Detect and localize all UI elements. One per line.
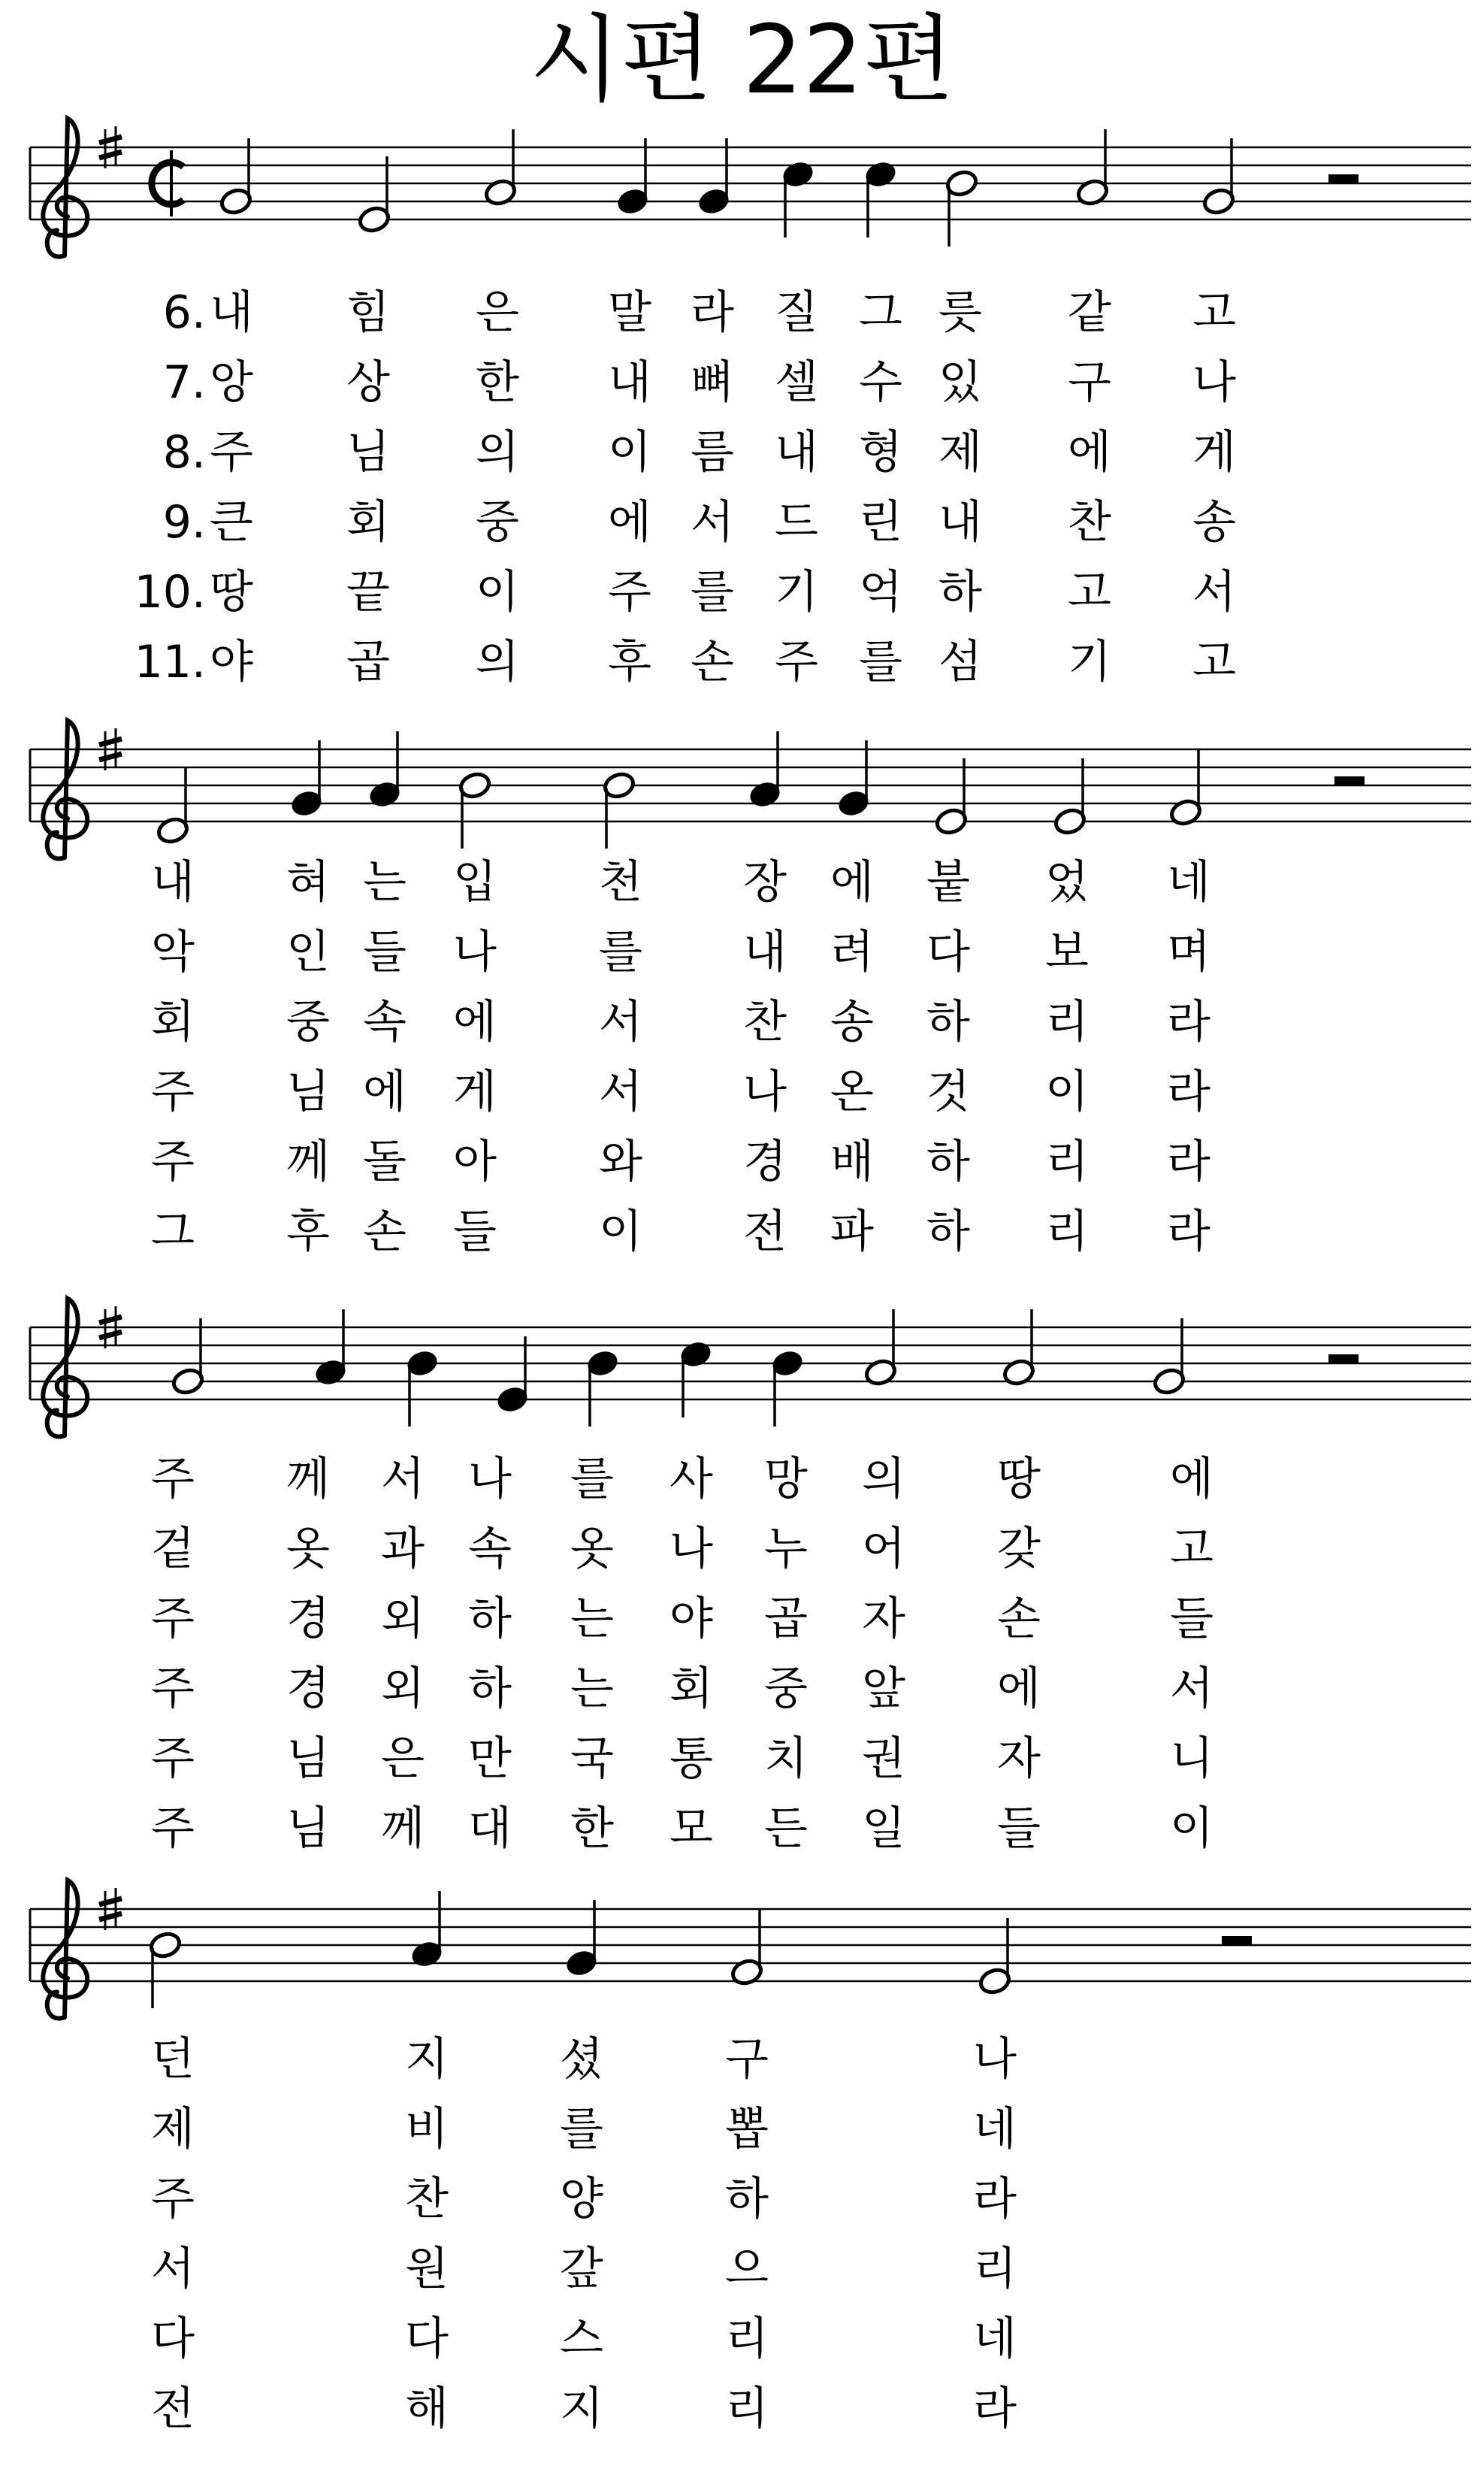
lyric-syllable: 겉	[151, 1523, 195, 1575]
staff-lines	[30, 749, 1471, 821]
lyric-syllable: 비	[405, 2103, 449, 2156]
lyric-syllable: 회	[151, 996, 195, 1048]
staff-system	[30, 721, 1471, 1258]
lyric-syllable: 그	[859, 286, 902, 339]
lyric-line	[151, 2103, 1017, 2156]
lyric-syllable: 내	[775, 426, 818, 479]
lyric-line	[163, 426, 1236, 479]
quarter-note	[289, 740, 323, 818]
lyric-syllable: 경	[286, 1593, 330, 1645]
lyric-syllable: 하	[926, 996, 970, 1048]
lyric-syllable: 보	[1045, 926, 1089, 979]
lyric-syllable: 것	[926, 1066, 970, 1118]
lyric-syllable: 를	[859, 636, 902, 688]
lyric-syllable: 라	[1167, 1206, 1210, 1258]
lyric-syllable: 어	[862, 1523, 905, 1575]
lyric-syllable: 제	[151, 2103, 195, 2156]
lyric-syllable: 나	[973, 2033, 1017, 2086]
lyric-syllable: 서	[1170, 1663, 1213, 1715]
lyric-syllable: 주	[151, 1732, 195, 1785]
lyric-syllable: 라	[1167, 1136, 1210, 1188]
lyric-syllable: 서	[691, 496, 734, 549]
lyric-line	[151, 2033, 1017, 2086]
lyric-syllable: 기	[775, 566, 818, 619]
lyric-syllable: 께	[286, 1453, 330, 1505]
treble-clef-icon	[43, 1880, 87, 2019]
lyric-syllable: 린	[859, 496, 902, 549]
lyric-syllable: 고	[1170, 1523, 1213, 1575]
verse-number: 9.	[162, 496, 206, 549]
lyric-syllable: 리	[973, 2243, 1017, 2295]
half-note	[156, 767, 189, 846]
half-note	[945, 168, 978, 247]
lyric-syllable: 구	[1068, 356, 1111, 409]
lyric-syllable: 다	[405, 2313, 449, 2365]
lyric-syllable: 해	[405, 2383, 449, 2435]
lyric-syllable: 주	[151, 1136, 195, 1188]
lyric-syllable: 이	[599, 1206, 642, 1258]
lyric-syllable: 외	[381, 1593, 425, 1645]
lyric-syllable: 주	[151, 2173, 195, 2225]
lyric-syllable: 의	[476, 426, 519, 479]
lyric-syllable: 옷	[570, 1523, 614, 1575]
lyric-line	[151, 856, 1210, 909]
lyric-syllable: 는	[570, 1593, 614, 1645]
lyric-syllable: 권	[862, 1732, 905, 1785]
lyric-syllable: 상	[346, 356, 390, 409]
lyric-syllable: 옷	[286, 1523, 330, 1575]
lyric-syllable: 주	[151, 1593, 195, 1645]
lyric-syllable: 지	[560, 2383, 603, 2435]
lyric-syllable: 주	[151, 1802, 195, 1855]
lyrics-block	[151, 1453, 1213, 1855]
lyric-syllable: 통	[669, 1732, 713, 1785]
quarter-note	[697, 138, 730, 216]
half-note	[1201, 138, 1235, 216]
lyric-syllable: 있	[938, 356, 982, 409]
lyric-syllable: 던	[151, 2033, 195, 2086]
half-note	[219, 138, 252, 216]
lyric-syllable: 은	[476, 286, 519, 339]
lyric-syllable: 힘	[346, 286, 390, 339]
quarter-note	[405, 1348, 439, 1427]
lyric-syllable: 다	[926, 926, 970, 979]
lyric-syllable: 손	[997, 1593, 1041, 1645]
verse-number: 11.	[134, 636, 206, 688]
lyric-syllable: 곱	[764, 1593, 808, 1645]
lyric-syllable: 손	[363, 1206, 407, 1258]
lyric-syllable: 네	[1167, 856, 1210, 909]
lyric-syllable: 리	[725, 2313, 769, 2365]
lyric-syllable: 이	[608, 426, 651, 479]
lyric-line	[151, 1523, 1213, 1575]
lyric-syllable: 주	[151, 1453, 195, 1505]
quarter-note	[748, 731, 781, 809]
lyric-syllable: 주	[775, 636, 818, 688]
lyric-syllable: 형	[859, 426, 902, 479]
lyric-syllable: 라	[973, 2173, 1017, 2225]
lyric-line	[134, 636, 1236, 688]
lyric-syllable: 갚	[560, 2243, 603, 2295]
lyric-syllable: 들	[1170, 1593, 1213, 1645]
lyric-syllable: 서	[381, 1453, 425, 1505]
lyric-syllable: 려	[830, 926, 874, 979]
lyric-syllable: 곱	[346, 636, 390, 688]
quarter-note	[679, 1339, 712, 1417]
half-note	[357, 156, 391, 234]
lyric-syllable: 제	[938, 426, 982, 479]
lyric-syllable: 원	[405, 2243, 449, 2295]
lyric-syllable: 이	[476, 566, 519, 619]
half-note	[1002, 1309, 1035, 1387]
lyric-syllable: 천	[599, 856, 642, 909]
lyric-syllable: 든	[764, 1802, 808, 1855]
lyric-syllable: 는	[363, 856, 407, 909]
staff-lines	[30, 1327, 1471, 1399]
lyric-line	[151, 2313, 1017, 2365]
lyric-syllable: 질	[775, 286, 818, 339]
lyric-syllable: 내	[743, 926, 787, 979]
lyric-syllable: 돌	[363, 1136, 407, 1188]
lyric-syllable: 름	[691, 426, 734, 479]
lyric-line	[134, 566, 1236, 619]
treble-clef-icon	[43, 1299, 87, 1437]
lyric-syllable: 께	[381, 1802, 425, 1855]
lyric-syllable: 전	[151, 2383, 195, 2435]
lyric-syllable: 주	[151, 1066, 195, 1118]
lyric-line	[151, 1802, 1213, 1855]
quarter-note	[410, 1891, 443, 1969]
quarter-note	[836, 740, 870, 818]
lyric-line	[163, 286, 1236, 339]
lyric-syllable: 님	[286, 1732, 330, 1785]
lyric-syllable: 나	[468, 1453, 512, 1505]
lyric-syllable: 찬	[743, 996, 787, 1048]
lyric-syllable: 리	[1045, 1136, 1089, 1188]
lyric-syllable: 에	[453, 996, 497, 1048]
lyric-syllable: 셀	[775, 356, 818, 409]
lyric-syllable: 를	[599, 926, 642, 979]
lyric-line	[151, 1066, 1210, 1118]
lyric-syllable: 망	[764, 1453, 808, 1505]
lyric-syllable: 서	[599, 1066, 642, 1118]
half-note	[1152, 1318, 1186, 1396]
lyric-syllable: 누	[764, 1523, 808, 1575]
lyric-line	[151, 2173, 1017, 2225]
lyric-syllable: 님	[286, 1066, 330, 1118]
lyric-syllable: 중	[286, 996, 330, 1048]
lyric-syllable: 아	[453, 1136, 497, 1188]
lyric-syllable: 하	[725, 2173, 769, 2225]
lyric-syllable: 릇	[938, 286, 982, 339]
lyric-syllable: 말	[608, 286, 651, 339]
lyric-syllable: 장	[743, 856, 787, 909]
lyric-syllable: 땅	[997, 1453, 1041, 1505]
lyric-syllable: 를	[570, 1453, 614, 1505]
lyric-syllable: 회	[346, 496, 390, 549]
lyric-syllable: 입	[453, 856, 497, 909]
lyric-syllable: 나	[453, 926, 497, 979]
lyric-syllable: 경	[743, 1136, 787, 1188]
half-note	[730, 1909, 763, 1987]
lyric-syllable: 땅	[210, 566, 253, 619]
lyric-syllable: 자	[997, 1732, 1041, 1785]
half-rest-icon	[1328, 174, 1359, 183]
lyric-syllable: 중	[764, 1663, 808, 1715]
lyric-syllable: 한	[476, 356, 519, 409]
lyric-syllable: 배	[830, 1136, 874, 1188]
verse-number: 8.	[162, 426, 206, 479]
lyric-syllable: 라	[691, 286, 734, 339]
lyric-syllable: 와	[599, 1136, 642, 1188]
lyric-syllable: 붙	[926, 856, 970, 909]
half-note	[1168, 749, 1202, 827]
lyric-syllable: 전	[743, 1206, 787, 1258]
lyric-syllable: 들	[363, 926, 407, 979]
lyric-syllable: 주	[608, 566, 651, 619]
quarter-note	[367, 731, 401, 809]
lyric-syllable: 그	[151, 1206, 195, 1258]
lyric-syllable: 주	[151, 1663, 195, 1715]
lyric-syllable: 서	[151, 2243, 195, 2295]
verse-number: 7.	[162, 356, 206, 409]
lyric-syllable: 하	[938, 566, 982, 619]
lyric-syllable: 드	[775, 496, 818, 549]
half-rest-icon	[1328, 1354, 1359, 1363]
lyric-line	[151, 1453, 1213, 1505]
treble-clef-icon	[43, 119, 87, 257]
half-note	[1075, 129, 1109, 207]
lyric-syllable: 국	[570, 1732, 614, 1785]
lyric-syllable: 에	[363, 1066, 407, 1118]
quarter-note	[585, 1348, 619, 1427]
lyric-syllable: 고	[1068, 566, 1111, 619]
lyric-syllable: 하	[926, 1206, 970, 1258]
lyric-syllable: 내	[210, 286, 253, 339]
lyric-syllable: 네	[973, 2313, 1017, 2365]
half-rest-icon	[1334, 776, 1365, 785]
quarter-note	[863, 159, 897, 238]
lyric-syllable: 주	[210, 426, 253, 479]
lyric-syllable: 하	[468, 1663, 512, 1715]
lyric-syllable: 수	[859, 356, 902, 409]
verse-number: 10.	[134, 566, 206, 619]
lyric-syllable: 라	[1167, 1066, 1210, 1118]
quarter-note	[564, 1900, 598, 1978]
lyric-syllable: 모	[669, 1802, 713, 1855]
lyric-syllable: 나	[1192, 356, 1236, 409]
lyric-syllable: 중	[476, 496, 519, 549]
verse-number: 6.	[162, 286, 206, 339]
lyrics-block	[151, 856, 1210, 1258]
lyric-syllable: 고	[1192, 636, 1236, 688]
half-note	[978, 1918, 1011, 1996]
lyric-syllable: 치	[764, 1732, 808, 1785]
lyric-syllable: 지	[405, 2033, 449, 2086]
lyric-syllable: 의	[476, 636, 519, 688]
lyric-syllable: 이	[1170, 1802, 1213, 1855]
half-note	[602, 770, 636, 849]
lyric-syllable: 는	[570, 1663, 614, 1715]
lyric-syllable: 하	[926, 1136, 970, 1188]
lyric-syllable: 를	[691, 566, 734, 619]
lyric-syllable: 라	[973, 2383, 1017, 2435]
quarter-note	[495, 1336, 529, 1414]
lyric-syllable: 들	[453, 1206, 497, 1258]
half-note	[1053, 758, 1087, 837]
quarter-note	[313, 1309, 347, 1387]
lyric-syllable: 송	[830, 996, 874, 1048]
quarter-note	[770, 1348, 804, 1427]
lyric-syllable: 대	[468, 1802, 512, 1855]
half-note	[148, 1930, 182, 2008]
lyric-syllable: 리	[725, 2383, 769, 2435]
lyrics-block	[151, 2033, 1017, 2435]
lyric-syllable: 내	[938, 496, 982, 549]
lyric-line	[151, 1593, 1213, 1645]
lyric-syllable: 고	[1192, 286, 1236, 339]
staff-system	[30, 1299, 1471, 1855]
lyric-syllable: 파	[830, 1206, 874, 1258]
lyric-syllable: 악	[151, 926, 195, 979]
lyric-syllable: 에	[1068, 426, 1111, 479]
lyric-syllable: 같	[1068, 286, 1111, 339]
quarter-note	[615, 138, 649, 216]
lyric-syllable: 속	[468, 1523, 512, 1575]
lyric-syllable: 은	[381, 1732, 425, 1785]
lyric-syllable: 구	[725, 2033, 769, 2086]
lyric-line	[163, 356, 1236, 409]
lyric-syllable: 이	[1045, 1066, 1089, 1118]
page-title: 시편 22편	[529, 5, 955, 115]
lyric-syllable: 경	[286, 1663, 330, 1715]
lyric-syllable: 후	[608, 636, 651, 688]
lyric-syllable: 게	[1192, 426, 1236, 479]
lyric-syllable: 님	[286, 1802, 330, 1855]
lyric-syllable: 야	[669, 1593, 713, 1645]
lyric-syllable: 뽑	[725, 2103, 769, 2156]
lyric-syllable: 내	[151, 856, 195, 909]
lyric-syllable: 들	[997, 1802, 1041, 1855]
treble-clef-icon	[43, 721, 87, 859]
half-note	[863, 1309, 897, 1387]
lyric-syllable: 기	[1068, 636, 1111, 688]
half-note	[458, 770, 491, 849]
lyric-line	[151, 1206, 1210, 1258]
lyric-syllable: 찬	[405, 2173, 449, 2225]
lyric-syllable: 에	[608, 496, 651, 549]
lyric-syllable: 님	[346, 426, 390, 479]
lyric-line	[163, 496, 1236, 549]
lyric-syllable: 속	[363, 996, 407, 1048]
half-note	[171, 1318, 204, 1396]
lyric-syllable: 나	[669, 1523, 713, 1575]
lyric-syllable: 끝	[346, 566, 390, 619]
half-note	[483, 129, 517, 207]
lyric-syllable: 으	[725, 2243, 769, 2295]
lyric-line	[151, 2383, 1017, 2435]
lyric-syllable: 게	[453, 1066, 497, 1118]
lyric-syllable: 앞	[862, 1663, 905, 1715]
lyric-syllable: 에	[1170, 1453, 1213, 1505]
lyric-syllable: 과	[381, 1523, 425, 1575]
lyric-syllable: 앙	[210, 356, 253, 409]
lyric-line	[151, 926, 1210, 979]
lyric-syllable: 내	[608, 356, 651, 409]
lyric-syllable: 며	[1167, 926, 1210, 979]
lyric-syllable: 리	[1045, 1206, 1089, 1258]
lyric-line	[151, 1136, 1210, 1188]
quarter-note	[781, 159, 815, 238]
lyric-syllable: 라	[1167, 996, 1210, 1048]
lyric-syllable: 께	[286, 1136, 330, 1188]
lyric-syllable: 외	[381, 1663, 425, 1715]
lyric-syllable: 었	[1045, 856, 1089, 909]
half-note	[934, 758, 968, 837]
lyric-syllable: 한	[570, 1802, 614, 1855]
lyric-syllable: 서	[599, 996, 642, 1048]
staff-system	[30, 119, 1471, 688]
lyric-syllable: 갖	[997, 1523, 1041, 1575]
lyric-syllable: 자	[862, 1593, 905, 1645]
lyrics-block	[134, 286, 1236, 688]
lyric-syllable: 온	[830, 1066, 874, 1118]
staff-system	[30, 1880, 1471, 2435]
lyric-syllable: 를	[560, 2103, 603, 2156]
lyric-syllable: 서	[1192, 566, 1236, 619]
lyric-syllable: 에	[830, 856, 874, 909]
lyric-line	[151, 996, 1210, 1048]
lyric-syllable: 야	[210, 636, 253, 688]
lyric-syllable: 인	[286, 926, 330, 979]
lyric-syllable: 뼈	[691, 356, 734, 409]
lyric-syllable: 후	[286, 1206, 330, 1258]
lyric-syllable: 일	[862, 1802, 905, 1855]
lyric-syllable: 다	[151, 2313, 195, 2365]
lyric-syllable: 혀	[286, 856, 330, 909]
lyric-syllable: 사	[669, 1453, 713, 1505]
lyric-syllable: 양	[560, 2173, 603, 2225]
half-rest-icon	[1222, 1936, 1252, 1945]
lyric-syllable: 리	[1045, 996, 1089, 1048]
lyric-syllable: 억	[859, 566, 902, 619]
lyric-syllable: 섬	[938, 636, 982, 688]
lyric-line	[151, 1663, 1213, 1715]
lyric-syllable: 셨	[560, 2033, 603, 2086]
lyric-syllable: 회	[669, 1663, 713, 1715]
lyric-syllable: 의	[862, 1453, 905, 1505]
lyric-syllable: 니	[1170, 1732, 1213, 1785]
lyric-syllable: 손	[691, 636, 734, 688]
lyric-syllable: 스	[560, 2313, 603, 2365]
lyric-syllable: 큰	[210, 496, 253, 549]
lyric-syllable: 하	[468, 1593, 512, 1645]
lyric-syllable: 나	[743, 1066, 787, 1118]
lyric-line	[151, 2243, 1017, 2295]
lyric-syllable: 송	[1192, 496, 1236, 549]
lyric-line	[151, 1732, 1213, 1785]
lyric-syllable: 네	[973, 2103, 1017, 2156]
lyric-syllable: 만	[468, 1732, 512, 1785]
lyric-syllable: 에	[997, 1663, 1041, 1715]
lyric-syllable: 찬	[1068, 496, 1111, 549]
